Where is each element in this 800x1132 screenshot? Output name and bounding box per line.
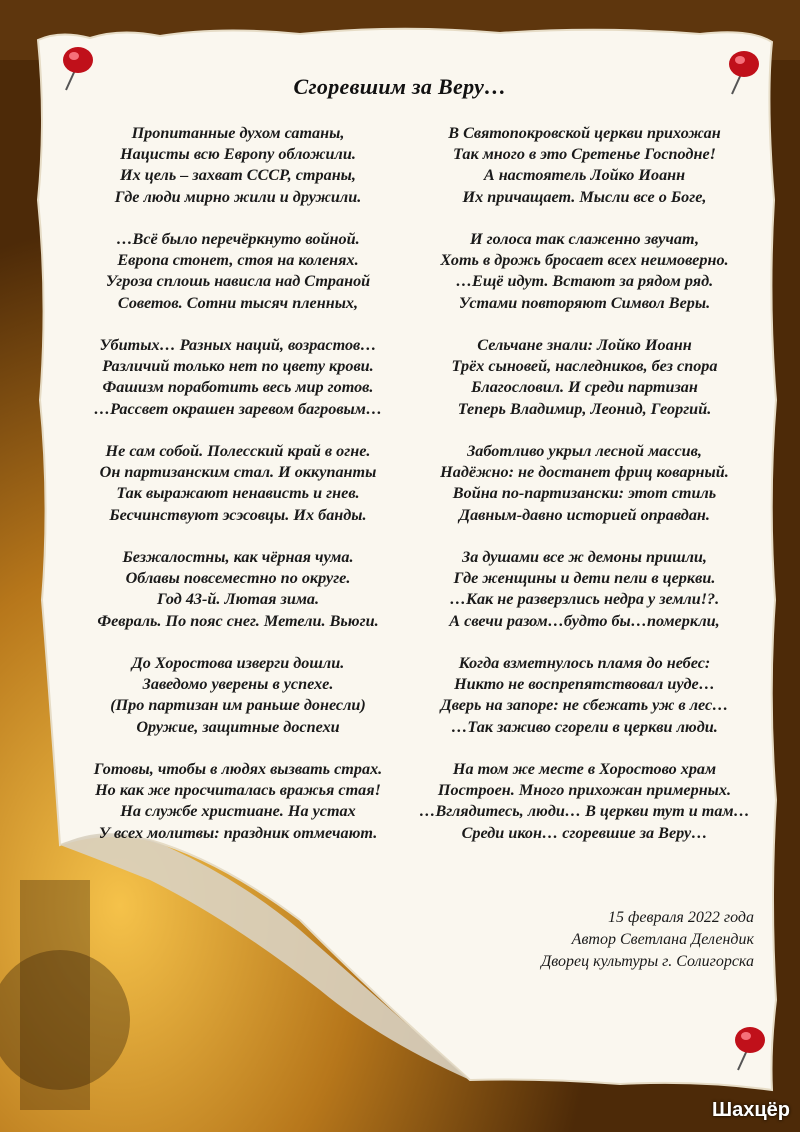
- poem-line: Сельчане знали: Лойко Иоанн: [477, 336, 692, 354]
- poem-line: На службе христиане. На устах: [120, 802, 356, 821]
- poem-line: Хоть в дрожь бросает всех неимоверно.: [440, 251, 729, 270]
- poem-line: Война по-партизански: этот стиль: [452, 484, 717, 503]
- stanza: [412, 653, 757, 759]
- poem-line: А свечи разом…будто бы…померкли,: [449, 611, 720, 630]
- poem-line: Благословил. И среди партизан: [471, 378, 698, 397]
- signature-block: [541, 907, 754, 973]
- poem-line: Когда взметнулось пламя до небес:: [458, 654, 711, 672]
- poem-column-right: [412, 123, 757, 865]
- poem-line: За душами все ж демоны пришли,: [462, 548, 707, 566]
- stanza: [412, 441, 757, 547]
- poem-line: Устами повторяют Символ Веры.: [458, 293, 711, 312]
- poem-line: Так много в это Сретенье Господне!: [453, 145, 716, 164]
- poem-line: Где женщины и дети пели в церкви.: [453, 569, 716, 588]
- poem-line: Дверь на запоре: не сбежать уж в лес…: [440, 696, 729, 715]
- poem-line: Но как же просчиталась вражья стая!: [95, 781, 381, 800]
- stanza: [73, 441, 403, 547]
- poem-line: …Всё было перечёркнуто войной.: [116, 230, 360, 248]
- poem-line: (Про партизан им раньше донесли): [110, 696, 366, 715]
- poem-line: Он партизанским стал. И оккупанты: [99, 463, 377, 482]
- poem-line: Заботливо укрыл лесной массив,: [467, 442, 702, 460]
- poem-line: Советов. Сотни тысяч пленных,: [117, 293, 359, 312]
- stanza: [412, 335, 757, 441]
- poem-line: Нацисты всю Европу обложили.: [120, 145, 356, 164]
- poem-line: Где люди мирно жили и дружили.: [114, 187, 362, 206]
- poem-line: Их цель – захват СССР, страны,: [120, 166, 356, 185]
- poem-line: …Как не разверзлись недра у земли!?.: [449, 590, 720, 609]
- poem-line: Не сам собой. Полесский край в огне.: [105, 442, 371, 460]
- stanza: [412, 547, 757, 653]
- pushpin-icon: [724, 1018, 774, 1078]
- watermark-logo: Шахцёр: [712, 1099, 790, 1121]
- stanza: [73, 335, 403, 441]
- stanza: [412, 229, 757, 335]
- poem-line: Европа стонет, стоя на коленях.: [117, 251, 359, 270]
- poem-line: Среди икон… сгоревшие за Веру…: [461, 823, 708, 842]
- poem-line: Угроза сплошь нависла над Страной: [105, 272, 371, 291]
- poem-line: И голоса так слаженно звучат,: [470, 230, 699, 248]
- stanza: [412, 123, 757, 229]
- poem-title: Сгоревшим за Веру…: [293, 74, 507, 99]
- stanza: [73, 759, 403, 865]
- stanza: [73, 547, 403, 653]
- poem-line: Построен. Много прихожан примерных.: [437, 781, 732, 800]
- poem-line: Различий только нет по цвету крови.: [102, 357, 374, 376]
- signature-date: 15 февраля 2022 года: [608, 909, 754, 926]
- poem-line: Безжалостны, как чёрная чума.: [122, 548, 354, 566]
- poem-line: До Хоростова изверги дошли.: [131, 654, 345, 672]
- stanza: [73, 123, 403, 229]
- stanza: [412, 759, 757, 865]
- poem-line: …Вглядитесь, люди… В церкви тут и там…: [419, 802, 750, 821]
- poem-line: Облавы повсеместно по округе.: [125, 569, 351, 588]
- stanza: [73, 229, 403, 335]
- poem-line: Давным-давно историей оправдан.: [459, 505, 710, 524]
- poem-line: Готовы, чтобы в людях вызвать страх.: [93, 760, 383, 778]
- signature-org: Дворец культуры г. Солигорска: [541, 953, 754, 970]
- poem-line: Бесчинствуют эсэсовцы. Их банды.: [109, 505, 367, 524]
- poem-line: Надёжно: не достанет фриц коварный.: [440, 463, 729, 482]
- poem-line: …Так заживо сгорели в церкви люди.: [451, 717, 718, 736]
- poem-line: У всех молитвы: праздник отмечают.: [98, 823, 378, 842]
- poem-line: Пропитанные духом сатаны,: [131, 124, 345, 142]
- poem-line: Оружие, защитные доспехи: [136, 717, 340, 736]
- poem-line: Их причащает. Мысли все о Боге,: [462, 187, 707, 206]
- signature-author: Автор Светлана Делендик: [571, 931, 754, 948]
- poem-line: Трёх сыновей, наследников, без спора: [451, 357, 718, 376]
- poem-line: Теперь Владимир, Леонид, Георгий.: [457, 399, 712, 418]
- stanza: [73, 653, 403, 759]
- poem-line: Февраль. По пояс снег. Метели. Вьюги.: [97, 611, 379, 630]
- poem-line: Заведомо уверены в успехе.: [142, 675, 334, 694]
- poem-line: А настоятель Лойко Иоанн: [483, 166, 686, 185]
- poem-line: Год 43-й. Лютая зима.: [156, 590, 320, 609]
- poem-line: Фашизм поработить весь мир готов.: [102, 378, 374, 397]
- poem-line: …Ещё идут. Встают за рядом ряд.: [455, 272, 714, 291]
- poem-line: Так выражают ненависть и гнев.: [116, 484, 360, 503]
- poem-line: На том же месте в Хоростово храм: [452, 760, 717, 778]
- poem-line: Никто не воспрепятствовал иуде…: [454, 675, 715, 694]
- poem-column-left: [73, 123, 403, 865]
- poem-line: Убитых… Разных наций, возрастов…: [99, 336, 377, 354]
- poem-line: В Святопокровской церкви прихожан: [448, 124, 721, 142]
- poem-line: …Рассвет окрашен заревом багровым…: [93, 399, 383, 418]
